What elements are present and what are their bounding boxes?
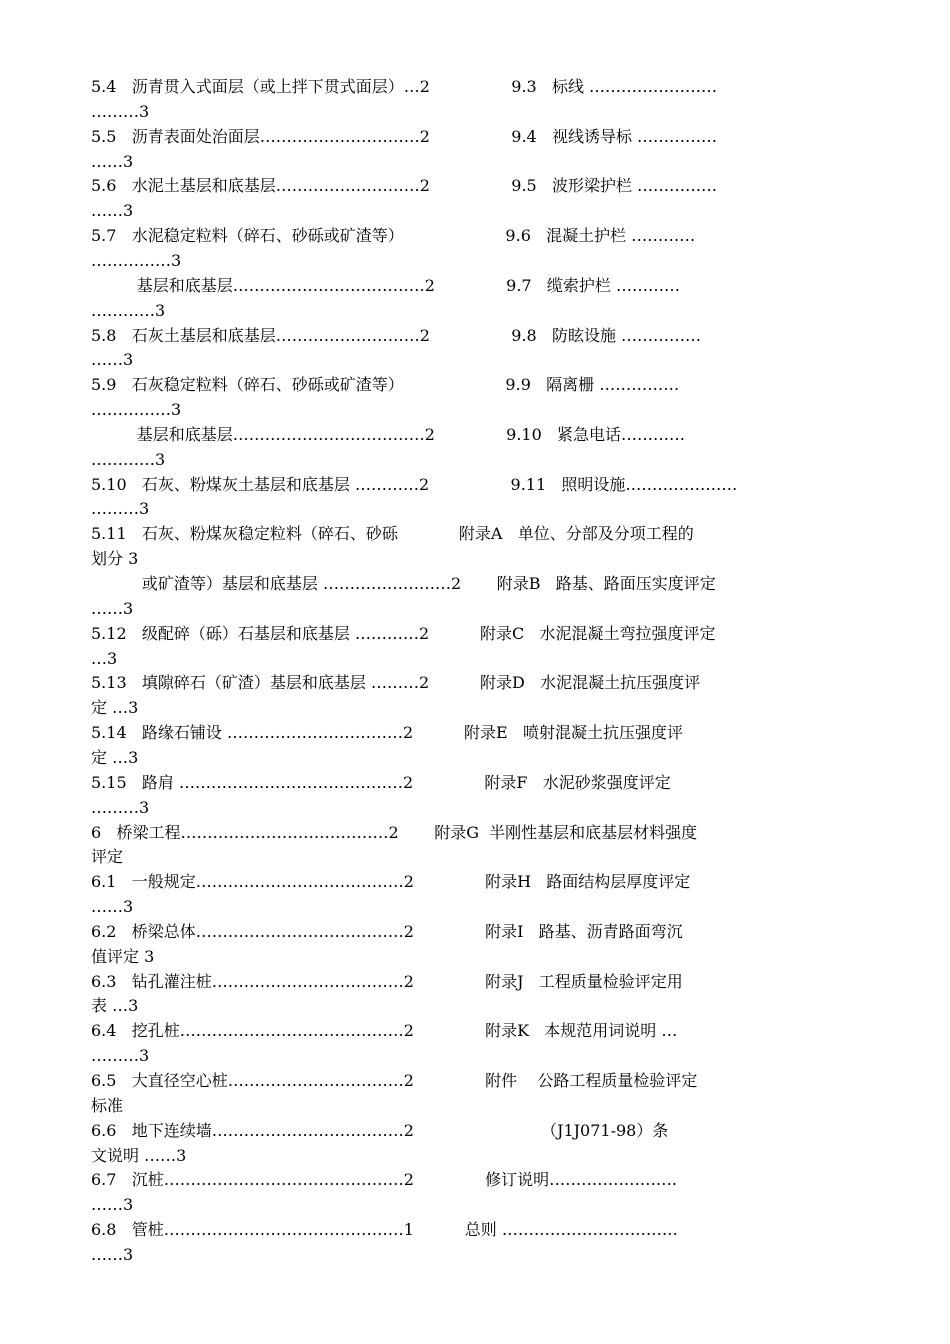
toc-line: ……3	[91, 350, 134, 370]
toc-line: ……3	[91, 897, 134, 917]
toc-line: 6.1 一般规定…………………………………2 附录H 路面结构层厚度评定	[91, 872, 691, 892]
toc-line: ……………3	[91, 250, 182, 270]
toc-line: 评定	[91, 847, 124, 867]
toc-line: …3	[91, 648, 118, 668]
toc-line: 6.5 大直径空心桩……………………………2 附件 公路工程质量检验评定	[91, 1071, 698, 1090]
toc-line: 6.2 桥梁总体…………………………………2 附录I 路基、沥青路面弯沉	[91, 921, 683, 941]
toc-line: 5.7 水泥稳定粒料（碎石、砂砾或矿渣等） 9.6 混凝土护栏 …………	[91, 226, 696, 246]
toc-line: 6.4 挖孔桩……………………………………2 附录K 本规范用词说明 …	[91, 1021, 678, 1041]
toc-line: ……3	[91, 1244, 134, 1264]
toc-line: 6.3 钻孔灌注桩………………………………2 附录J 工程质量检验评定用	[91, 971, 683, 991]
toc-line: 5.10 石灰、粉煤灰土基层和底基层 …………2 9.11 照明设施…………………	[91, 474, 738, 494]
toc-line: …………3	[91, 300, 166, 320]
toc-line: ………3	[91, 797, 150, 817]
toc-line: 5.12 级配碎（砾）石基层和底基层 …………2 附录C 水泥混凝土弯拉强度评定	[91, 623, 716, 643]
toc-line: 5.4 沥青贯入式面层（或上拌下贯式面层）…2 9.3 标线 ……………………	[91, 77, 718, 96]
toc-line: 基层和底基层………………………………2 9.7 缆索护栏 …………	[91, 275, 680, 295]
toc-line: 5.6 水泥土基层和底基层………………………2 9.5 波形梁护栏 ……………	[91, 176, 718, 196]
toc-line: 6.8 管桩………………………………………1 总则 ……………………………	[91, 1220, 678, 1240]
toc-line: 6 桥梁工程…………………………………2 附录G 半刚性基层和底基层材料强度	[91, 822, 698, 842]
toc-line: ………3	[91, 101, 150, 121]
toc-line: ……3	[91, 151, 134, 171]
toc-line: 6.6 地下连续墙………………………………2 （J1J071-98）条	[91, 1120, 669, 1140]
toc-line: 划分 3	[91, 549, 139, 569]
toc-line: 值评定 3	[91, 946, 155, 966]
toc-line: 定 …3	[91, 747, 139, 767]
toc-line: 标准	[91, 1095, 124, 1115]
toc-line: 定 …3	[91, 698, 139, 718]
toc-line: 5.13 填隙碎石（矿渣）基层和底基层 ………2 附录D 水泥混凝土抗压强度评	[91, 673, 701, 693]
toc-line: 6.7 沉桩………………………………………2 修订说明……………………	[91, 1170, 678, 1190]
toc-line: 基层和底基层………………………………2 9.10 紧急电话…………	[91, 424, 686, 444]
toc-line: 5.11 石灰、粉煤灰稳定粒料（碎石、砂砾 附录A 单位、分部及分项工程的	[91, 524, 694, 544]
toc-line: 表 …3	[91, 996, 139, 1016]
toc-line: ………3	[91, 1046, 150, 1066]
toc-line: 5.8 石灰土基层和底基层………………………2 9.8 防眩设施 ……………	[91, 325, 702, 345]
toc-line: …………3	[91, 449, 166, 469]
toc-line: 5.14 路缘石铺设 ……………………………2 附录E 喷射混凝土抗压强度评	[91, 723, 683, 743]
toc-line: 5.5 沥青表面处治面层…………………………2 9.4 视线诱导标 ……………	[91, 126, 718, 146]
toc-line: ……………3	[91, 400, 182, 420]
toc-line: ……3	[91, 598, 134, 618]
toc-line: ………3	[91, 499, 150, 519]
toc-line: ……3	[91, 201, 134, 221]
toc-line: ……3	[91, 1195, 134, 1215]
toc-line: 文说明 ……3	[91, 1145, 187, 1165]
toc-line: 或矿渣等）基层和底基层 ……………………2 附录B 路基、路面压实度评定	[91, 574, 716, 593]
toc-line: 5.15 路肩 ……………………………………2 附录F 水泥砂浆强度评定	[91, 772, 671, 792]
toc-line: 5.9 石灰稳定粒料（碎石、砂砾或矿渣等） 9.9 隔离栅 ……………	[91, 375, 680, 395]
